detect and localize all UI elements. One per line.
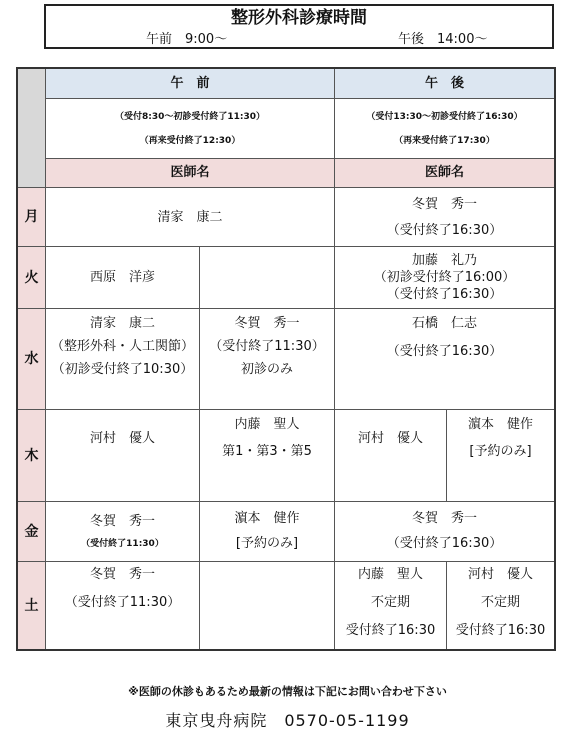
pm-hours: 午後 14:00～ xyxy=(398,32,488,47)
reception-note: （受付終了11:30） xyxy=(64,595,181,610)
day-label: 土 xyxy=(24,597,39,614)
wed-am1-cell xyxy=(46,309,200,410)
doctor-name: 冬賀 秀一 xyxy=(89,514,155,529)
day-tuesday xyxy=(18,247,46,309)
reception-note: 受付終了16:30 xyxy=(345,623,436,638)
thu-pm2-cell xyxy=(447,410,554,502)
fri-am1-cell xyxy=(46,502,200,562)
doctor-name: 冬賀 秀一 xyxy=(234,316,300,331)
thu-am1-cell xyxy=(46,410,200,502)
doctor-name: 河村 優人 xyxy=(357,431,423,446)
specialty-note: （整形外科・人工関節） xyxy=(50,339,194,354)
schedule-title-box xyxy=(44,4,554,49)
day-friday xyxy=(18,502,46,562)
doctor-name: 濵本 健作 xyxy=(467,417,533,432)
am-reception-info xyxy=(46,99,335,159)
pm-column-header xyxy=(335,69,554,99)
schedule-table xyxy=(16,67,556,651)
am-column-header xyxy=(46,69,335,99)
reception-note: （受付終了16:30） xyxy=(386,287,503,302)
pm-label: 午 後 xyxy=(424,75,464,91)
reception-note: （受付終了16:30） xyxy=(386,536,503,551)
doctor-name: 河村 優人 xyxy=(467,567,533,582)
irregular-note: 不定期 xyxy=(480,595,520,610)
footer-notice: ※医師の休診もあるため最新の情報は下記にお問い合わせ下さい xyxy=(128,685,447,698)
irregular-note: 不定期 xyxy=(370,595,410,610)
am-doctor-header xyxy=(46,159,335,188)
reception-note: （受付終了11:30） xyxy=(209,339,325,354)
week-note: 第1・第3・第5 xyxy=(222,444,312,459)
pm-reception: （受付13:30～初診受付終了16:30） xyxy=(366,111,523,122)
day-monday xyxy=(18,188,46,247)
reception-note: （受付終了11:30） xyxy=(81,539,164,549)
doctor-name: 清家 康二 xyxy=(89,316,155,331)
sat-pm2-cell xyxy=(447,562,554,649)
pm-doctor-header xyxy=(335,159,554,188)
am-revisit: （再来受付終了12:30） xyxy=(139,135,241,146)
pm-doctor-label: 医師名 xyxy=(424,165,464,180)
am-label: 午 前 xyxy=(170,75,210,91)
doctor-name: 西原 洋彦 xyxy=(89,270,155,285)
wed-am2-cell xyxy=(200,309,335,410)
am-hours: 午前 9:00～ xyxy=(146,32,228,47)
reception-note: （受付終了16:30） xyxy=(386,222,503,238)
pm-revisit: （再来受付終了17:30） xyxy=(394,135,495,146)
day-saturday xyxy=(18,562,46,649)
reception-note: 受付終了16:30 xyxy=(455,623,546,638)
am-doctor-label: 医師名 xyxy=(170,165,210,180)
reception-note: （初診受付終了16:00） xyxy=(373,270,516,285)
thu-pm1-cell xyxy=(335,410,447,502)
hospital-contact: 東京曳舟病院 0570-05-1199 xyxy=(165,711,410,730)
doctor-name: 清家 康二 xyxy=(157,209,223,225)
sat-am2-cell xyxy=(200,562,335,649)
day-label: 金 xyxy=(24,523,39,540)
reception-note: （受付終了16:30） xyxy=(386,344,503,359)
tue-am1-cell xyxy=(46,247,200,309)
mon-pm-cell xyxy=(335,188,554,247)
fri-am2-cell xyxy=(200,502,335,562)
day-wednesday xyxy=(18,309,46,410)
day-label: 木 xyxy=(24,447,39,464)
doctor-name: 冬賀 秀一 xyxy=(89,567,155,582)
pm-reception-info xyxy=(335,99,554,159)
reception-note: （初診受付終了10:30） xyxy=(51,362,194,377)
day-label: 月 xyxy=(24,209,39,225)
tue-am2-cell xyxy=(200,247,335,309)
doctor-name: 濵本 健作 xyxy=(234,511,300,526)
page-title: 整形外科診療時間 xyxy=(231,8,367,28)
am-reception: （受付8:30～初診受付終了11:30） xyxy=(114,111,266,122)
wed-pm-cell xyxy=(335,309,554,410)
sat-pm1-cell xyxy=(335,562,447,649)
table-corner xyxy=(18,69,46,188)
fri-pm-cell xyxy=(335,502,554,562)
doctor-name: 加藤 礼乃 xyxy=(411,253,477,268)
doctor-name: 河村 優人 xyxy=(89,431,155,446)
day-label: 水 xyxy=(24,351,39,367)
appointment-note: [予約のみ] xyxy=(235,536,299,551)
doctor-name: 冬賀 秀一 xyxy=(411,511,477,526)
doctor-name: 冬賀 秀一 xyxy=(411,196,477,212)
tue-pm-cell xyxy=(335,247,554,309)
day-thursday xyxy=(18,410,46,502)
doctor-name: 石橋 仁志 xyxy=(411,316,477,331)
doctor-name: 内藤 聖人 xyxy=(234,417,300,432)
day-label: 火 xyxy=(24,269,39,286)
thu-am2-cell xyxy=(200,410,335,502)
sat-am1-cell xyxy=(46,562,200,649)
appointment-note: [予約のみ] xyxy=(469,444,532,459)
first-visit-note: 初診のみ xyxy=(240,362,293,377)
mon-am-cell xyxy=(46,188,335,247)
doctor-name: 内藤 聖人 xyxy=(357,567,423,582)
